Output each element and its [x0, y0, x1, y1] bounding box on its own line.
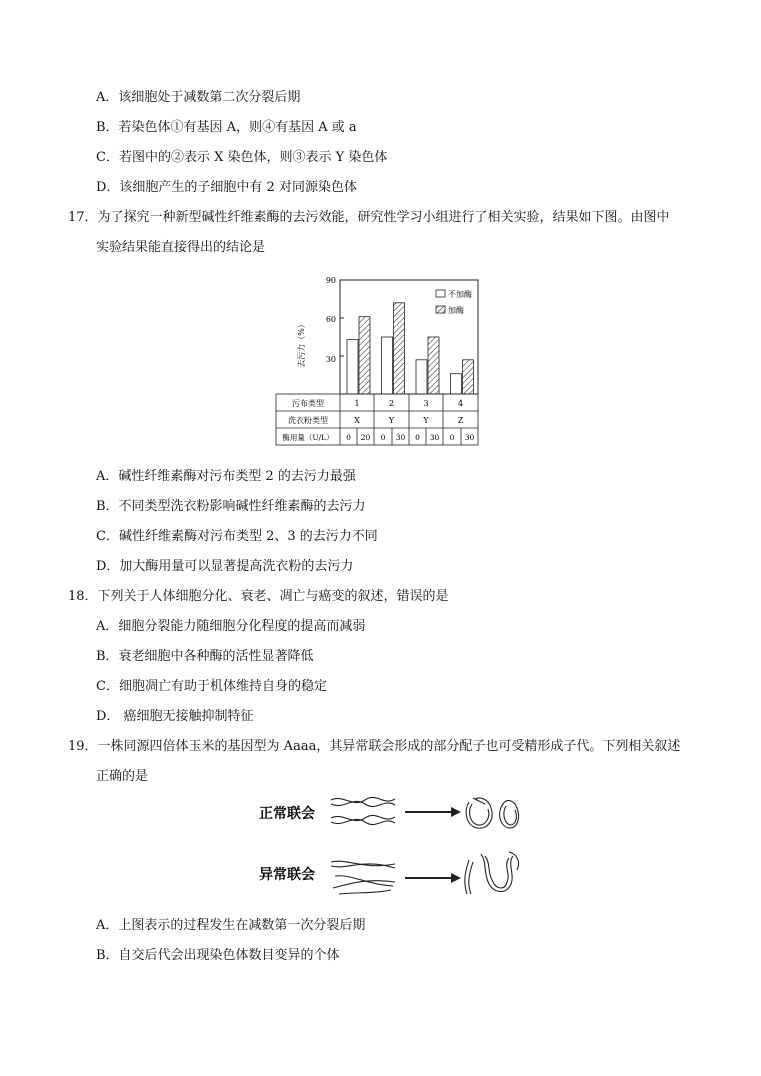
abnormal-pairing-icon — [465, 852, 519, 894]
q19-stem-line2: 正确的是 — [96, 769, 149, 784]
tick-label-60: 60 — [325, 315, 336, 324]
legend-swatch-enzyme — [436, 306, 445, 313]
q16-option-c: C．若图中的②表示 X 染色体，则③表示 Y 染色体 — [96, 150, 388, 165]
tick-label-30: 30 — [325, 355, 336, 364]
table-row1-cell: 3 — [423, 399, 429, 408]
bar-enzyme-3 — [428, 337, 439, 394]
table-row3-cell: 30 — [429, 433, 440, 442]
q16-option-d: D．该细胞产生的子细胞中有 2 对同源染色体 — [96, 180, 357, 195]
arrow-icon — [405, 873, 461, 883]
q17-option-b: B．不同类型洗衣粉影响碱性纤维素酶的去污力 — [96, 499, 366, 514]
bar-enzyme-4 — [463, 360, 474, 394]
tick-label-90: 90 — [325, 276, 336, 285]
q18-option-a: A．细胞分裂能力随细胞分化程度的提高而减弱 — [96, 619, 366, 634]
q16-option-a: A．该细胞处于减数第二次分裂后期 — [96, 90, 301, 105]
bar-no-enzyme-4 — [451, 374, 462, 394]
table-row1-cell: 1 — [354, 399, 360, 408]
label-normal-synapsis: 正常联会 — [259, 806, 315, 822]
table-row3-label: 酶用量（U/L） — [282, 433, 334, 442]
bar-no-enzyme-2 — [382, 337, 393, 394]
q19-synapsis-figure — [255, 790, 520, 905]
table-row3-cell: 30 — [395, 433, 406, 442]
bar-enzyme-1 — [359, 317, 370, 394]
q19-option-a: A．上图表示的过程发生在减数第一次分裂后期 — [96, 918, 366, 933]
table-row2-cell: Z — [457, 416, 464, 425]
bar-no-enzyme-3 — [416, 360, 427, 394]
table-row2-label: 洗衣粉类型 — [288, 416, 328, 425]
q17-stem-line2: 实验结果能直接得出的结论是 — [96, 240, 266, 255]
legend-swatch-no-enzyme — [436, 290, 445, 297]
table-row2-cell: Y — [388, 416, 395, 425]
q18-stem: 18．下列关于人体细胞分化、衰老、凋亡与癌变的叙述，错误的是 — [68, 589, 449, 604]
q17-chart — [274, 272, 486, 450]
table-row1-cell: 2 — [388, 399, 395, 408]
table-row3-cell: 30 — [464, 433, 475, 442]
table-row1-cell: 4 — [457, 399, 464, 408]
q17-stem-line1: 17．为了探究一种新型碱性纤维素酶的去污效能，研究性学习小组进行了相关实验，结果如下图。由图中 — [68, 210, 670, 225]
normal-chromosomes-icon — [331, 797, 395, 824]
bar-no-enzyme-1 — [347, 340, 358, 394]
table-row3-cell: 0 — [346, 433, 351, 442]
q18-option-c: C．细胞凋亡有助于机体维持自身的稳定 — [96, 679, 327, 694]
legend-label-no-enzyme: 不加酶 — [448, 290, 472, 299]
abnormal-chromosomes-icon — [331, 861, 395, 894]
table-row3-cell: 20 — [360, 433, 371, 442]
table-row3-cell: 0 — [415, 433, 420, 442]
q16-option-b: B．若染色体①有基因 A，则④有基因 A 或 a — [96, 120, 357, 135]
bivalent-ring-icon — [466, 798, 518, 828]
table-row3-cell: 0 — [380, 433, 386, 442]
q17-option-d: D．加大酶用量可以显著提高洗衣粉的去污力 — [96, 559, 354, 574]
q17-option-a: A．碱性纤维素酶对污布类型 2 的去污力最强 — [96, 469, 356, 484]
legend-label-enzyme: 加酶 — [448, 306, 464, 315]
q19-stem-line1: 19．一株同源四倍体玉米的基因型为 Aaaa，其异常联会形成的部分配子也可受精形成子代。下列相关叙述 — [68, 739, 681, 754]
q18-option-b: B．衰老细胞中各种酶的活性显著降低 — [96, 649, 314, 664]
table-row2-cell: X — [354, 416, 360, 425]
arrow-icon — [405, 807, 461, 817]
table-row2-cell: Y — [423, 416, 429, 425]
bar-enzyme-2 — [394, 303, 405, 394]
q19-option-b: B．自交后代会出现染色体数目变异的个体 — [96, 948, 340, 963]
q17-option-c: C．碱性纤维素酶对污布类型 2、3 的去污力不同 — [96, 529, 378, 544]
q18-option-d: D． 癌细胞无接触抑制特征 — [96, 709, 254, 724]
y-axis-label: 去污力（%） — [297, 320, 306, 368]
bar-group — [347, 303, 474, 394]
table-row3-cell: 0 — [449, 433, 455, 442]
label-abnormal-synapsis: 异常联会 — [259, 867, 315, 883]
table-row1-label: 污布类型 — [292, 399, 324, 408]
